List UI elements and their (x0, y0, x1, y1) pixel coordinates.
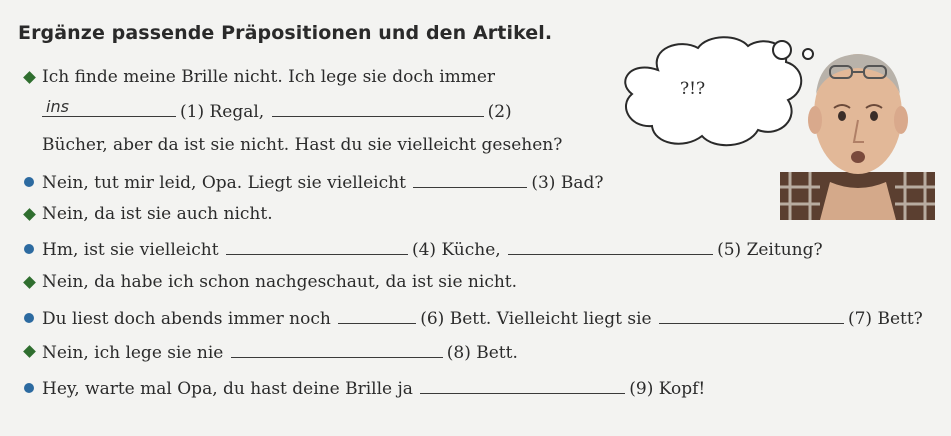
gap-number: (9) Kopf! (629, 379, 706, 399)
dialogue-line-2 (42, 170, 603, 194)
gap-number: (5) Zeitung? (717, 240, 823, 260)
dialogue-line-4 (42, 237, 823, 261)
dialogue-line-7 (42, 340, 518, 364)
answer-blank-8[interactable] (231, 340, 443, 358)
dot-bullet-icon (24, 244, 34, 254)
diamond-bullet-icon (23, 71, 36, 84)
gap-number: (6) Bett. Vielleicht liegt sie (420, 309, 652, 329)
gap-number: (1) Regal, (180, 102, 265, 122)
ear-right (894, 106, 908, 134)
line-text: Nein, tut mir leid, Opa. Liegt sie vielleicht (42, 173, 406, 193)
line-text: Du liest doch abends immer noch (42, 309, 331, 329)
mouth (851, 151, 865, 163)
eye-left (838, 111, 846, 121)
answer-blank-2[interactable] (272, 99, 484, 117)
handwritten-answer: ins (46, 97, 69, 116)
gap-number: (8) Bett. (446, 343, 518, 363)
answer-blank-9[interactable] (420, 376, 625, 394)
dialogue-line-6 (42, 306, 923, 330)
answer-blank-6[interactable] (338, 306, 416, 324)
dialogue-line-1-continued (42, 99, 512, 123)
answer-blank-1[interactable] (42, 99, 176, 117)
dot-bullet-icon (24, 313, 34, 323)
gap-number: (3) Bad? (531, 173, 604, 193)
exercise-title: Ergänze passende Präpositionen und den Artikel. (18, 22, 553, 44)
gap-number: (7) Bett? (847, 309, 923, 329)
line-text: Ich finde meine Brille nicht. Ich lege sie doch immer (42, 67, 496, 87)
line-text: Nein, ich lege sie nie (42, 343, 224, 363)
dialogue-line-1-end (42, 134, 562, 156)
diamond-bullet-icon (23, 345, 36, 358)
dialogue-line-5 (42, 271, 517, 293)
line-text: Nein, da ist sie auch nicht. (42, 204, 273, 224)
ear-left (808, 106, 822, 134)
line-text: Hm, ist sie vielleicht (42, 240, 219, 260)
answer-blank-3[interactable] (413, 170, 527, 188)
dialogue-line-1 (42, 66, 495, 88)
dot-bullet-icon (24, 177, 34, 187)
diamond-bullet-icon (23, 276, 36, 289)
dialogue-line-3 (42, 203, 273, 225)
line-text: Hey, warte mal Opa, du hast deine Brille ja (42, 379, 413, 399)
gap-number: (2) (487, 102, 512, 122)
answer-blank-5[interactable] (508, 237, 713, 255)
grandpa-portrait-image (780, 42, 935, 220)
eye-right (870, 111, 878, 121)
answer-blank-4[interactable] (226, 237, 408, 255)
bubble-text: ?!? (680, 79, 706, 99)
line-text: Bücher, aber da ist sie nicht. Hast du sie vielleicht gesehen? (42, 135, 563, 155)
line-text: Nein, da habe ich schon nachgeschaut, da ist sie nicht. (42, 272, 518, 292)
dot-bullet-icon (24, 383, 34, 393)
gap-number: (4) Küche, (411, 240, 501, 260)
answer-blank-7[interactable] (659, 306, 844, 324)
dialogue-line-8 (42, 376, 705, 400)
diamond-bullet-icon (23, 208, 36, 221)
